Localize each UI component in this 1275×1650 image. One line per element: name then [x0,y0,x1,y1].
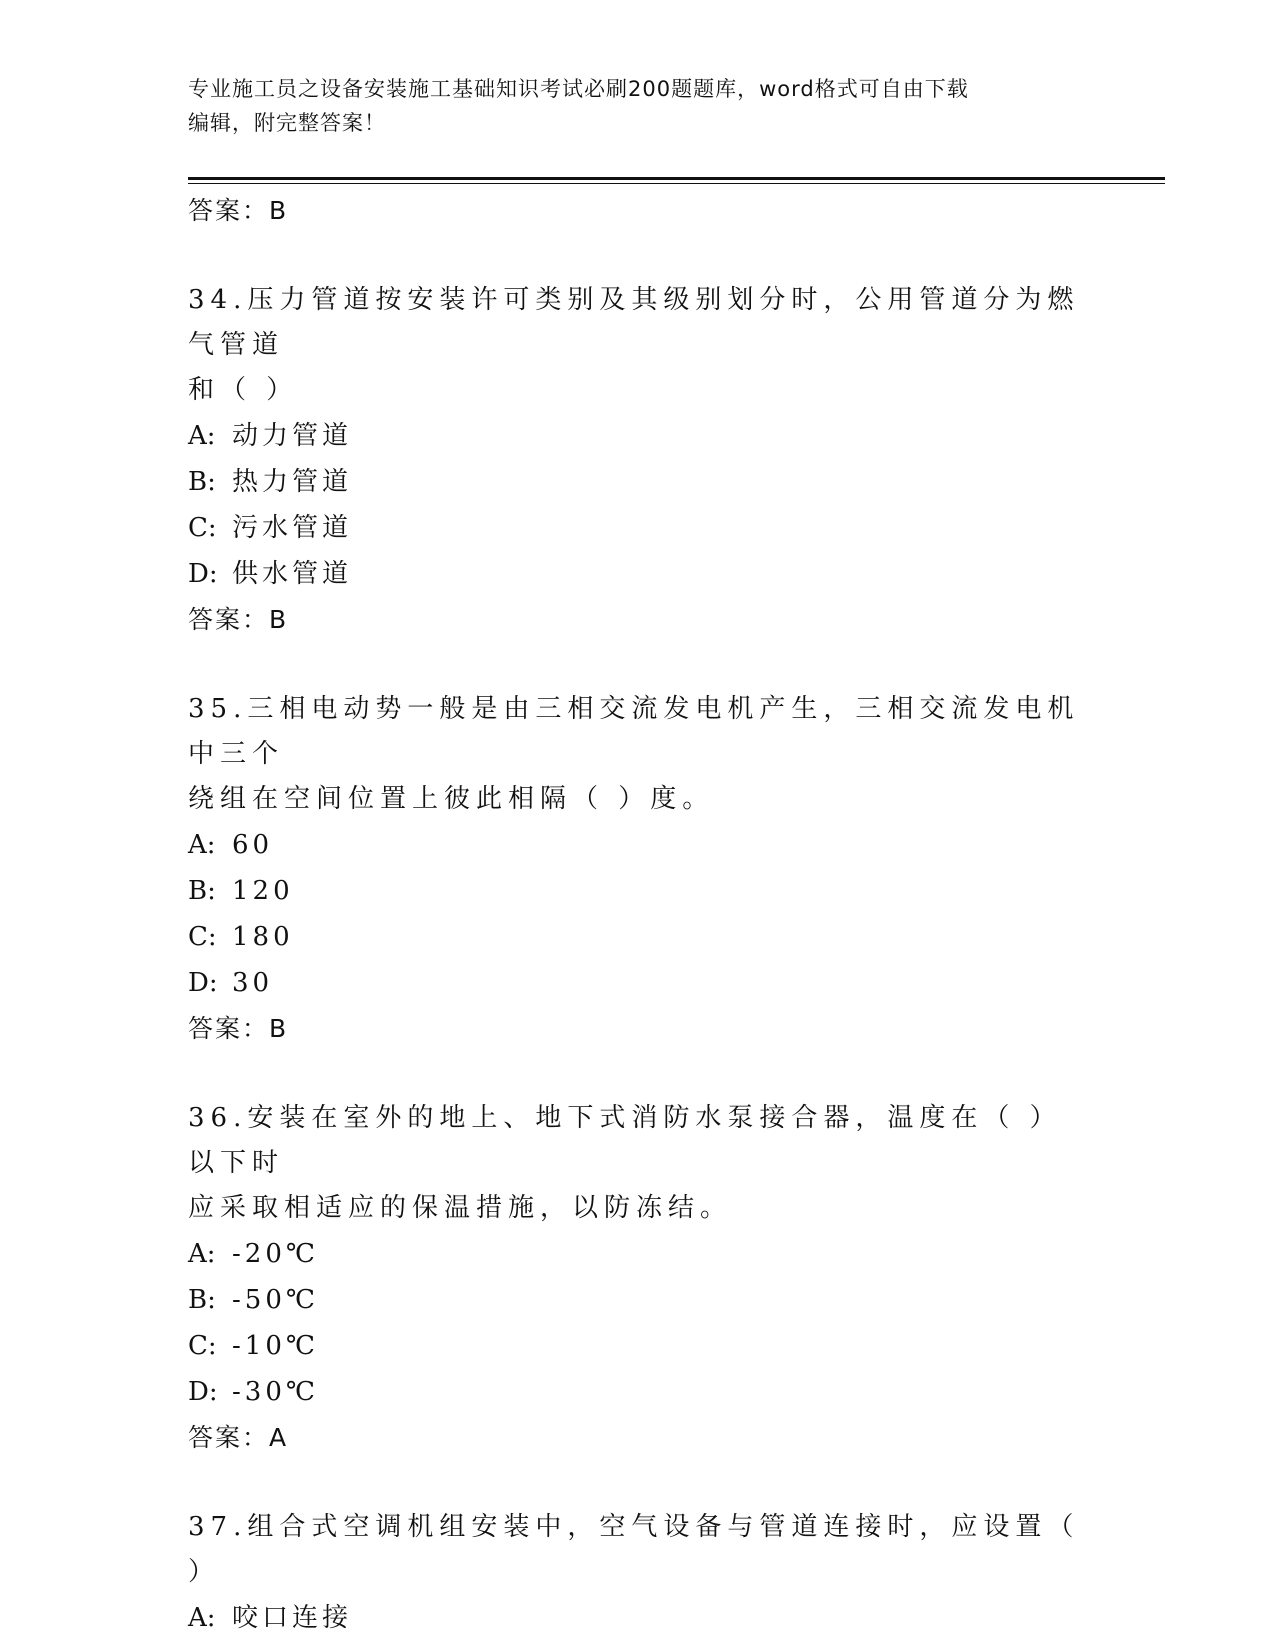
option-text: 咬口连接 [232,1603,353,1633]
option-key: D: [188,559,218,589]
answer-line: 答案：B [188,1014,289,1043]
header-divider [188,177,1165,180]
header-line-1: 专业施工员之设备安装施工基础知识考试必刷200题题库，word格式可自由下载 [188,77,969,101]
option-key: B: [188,1285,216,1315]
previous-answer: 答案：B [188,196,289,225]
option-c [188,914,1088,960]
question-35 [188,687,1088,1052]
option-c [188,1323,1088,1369]
option-text: -30℃ [232,1377,319,1407]
question-stem-line: 34.压力管道按安装许可类别及其级别划分时，公用管道分为燃气管道 [188,285,1080,360]
option-text: -10℃ [232,1331,319,1361]
option-b [188,868,1088,914]
option-key: D: [188,1377,218,1407]
option-text: 热力管道 [232,467,353,497]
option-text: -20℃ [232,1239,319,1269]
option-key: B: [188,876,216,906]
option-key: C: [188,922,217,952]
option-key: A: [188,830,216,860]
option-a [188,413,1088,459]
option-text: 动力管道 [232,421,353,451]
question-37 [188,1505,1088,1641]
option-b [188,1277,1088,1323]
question-stem-line: 35.三相电动势一般是由三相交流发电机产生，三相交流发电机中三个 [188,694,1080,769]
option-key: A: [188,1603,216,1633]
option-text: -50℃ [232,1285,319,1315]
option-a [188,1231,1088,1277]
option-d [188,960,1088,1006]
option-key: D: [188,968,218,998]
option-text: 60 [232,830,274,860]
document-header [188,72,1088,140]
option-a [188,1595,1088,1641]
option-key: A: [188,421,216,451]
answer-line: 答案：A [188,1423,289,1452]
question-stem [188,278,1088,413]
option-d [188,1369,1088,1415]
question-stem [188,687,1088,822]
option-text: 180 [232,922,294,952]
option-b [188,459,1088,505]
answer-line: 答案：B [188,605,289,634]
question-stem [188,1096,1088,1231]
question-stem-line: 应采取相适应的保温措施，以防冻结。 [188,1193,733,1223]
header-line-2: 编辑，附完整答案！ [188,111,386,135]
question-stem-line: 和（ ） [188,375,299,405]
option-text: 供水管道 [232,559,353,589]
option-a [188,822,1088,868]
option-key: A: [188,1239,216,1269]
option-text: 污水管道 [232,513,353,543]
option-key: C: [188,513,217,543]
question-list [188,188,1088,1641]
question-stem [188,1505,1088,1595]
question-stem-line: 37.组合式空调机组安装中，空气设备与管道连接时，应设置（ ） [188,1512,1080,1587]
question-34 [188,278,1088,643]
option-key: B: [188,467,216,497]
header-divider-thin [188,183,1165,184]
option-text: 30 [232,968,274,998]
option-d [188,551,1088,597]
option-c [188,505,1088,551]
question-stem-line: 36.安装在室外的地上、地下式消防水泵接合器，温度在（ ）以下时 [188,1103,1062,1178]
option-key: C: [188,1331,217,1361]
question-36 [188,1096,1088,1461]
question-stem-line: 绕组在空间位置上彼此相隔（ ）度。 [188,784,715,814]
option-text: 120 [232,876,294,906]
